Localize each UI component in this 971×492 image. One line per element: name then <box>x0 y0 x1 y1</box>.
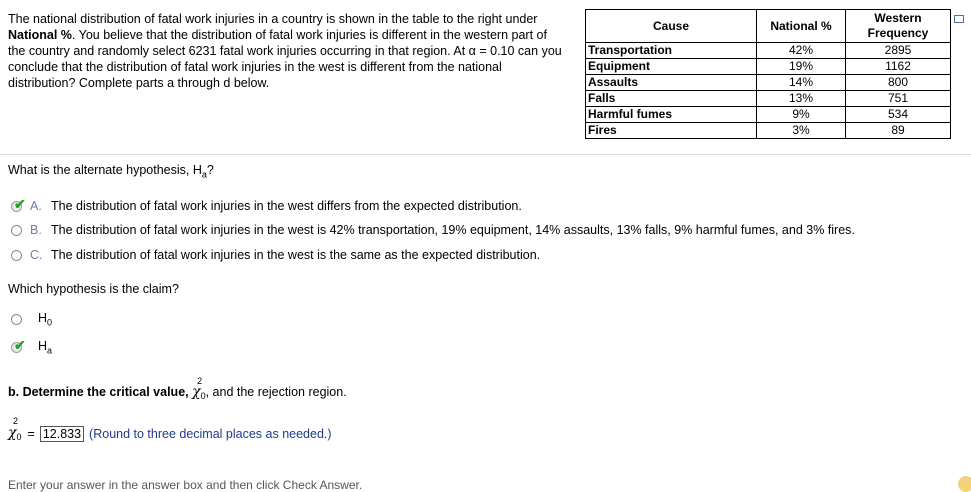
national-cell: 3% <box>757 123 846 139</box>
table-header-row <box>586 10 951 43</box>
national-cell: 42% <box>757 43 846 59</box>
ha-label <box>38 339 52 356</box>
cause-cell: Fires <box>586 123 757 139</box>
option-b-letter: B. <box>30 223 42 237</box>
table-row <box>586 43 951 59</box>
header-cause: Cause <box>586 10 757 43</box>
alternate-hypothesis-question <box>8 163 214 180</box>
option-a-letter: A. <box>30 199 42 213</box>
radio-c[interactable] <box>11 250 22 261</box>
national-cell: 13% <box>757 91 846 107</box>
table-row <box>586 123 951 139</box>
chi-sup: 2 <box>13 416 19 426</box>
national-cell: 14% <box>757 75 846 91</box>
option-b[interactable] <box>11 222 855 238</box>
header-national: National % <box>757 10 846 43</box>
part-b-suffix: , and the rejection region. <box>205 385 347 399</box>
table-row <box>586 91 951 107</box>
problem-line-2-rest: . You believe that the distribution of fatal work injuries is different in the western part of <box>71 28 547 42</box>
section-divider <box>0 154 971 155</box>
option-b-text: The distribution of fatal work injuries in the west is 42% transportation, 19% equipment, 14% assaults, 13% falls, 9% harmful fumes, and 3% fires. <box>51 223 855 237</box>
option-h0[interactable] <box>11 310 52 328</box>
cause-cell: Falls <box>586 91 757 107</box>
rounding-hint: (Round to three decimal places as needed.) <box>89 426 332 441</box>
chi-letter: χ <box>192 384 201 400</box>
header-western-line1: Western <box>874 11 922 25</box>
national-percent-label: National % <box>8 28 72 42</box>
critical-value-input[interactable]: 12.833 <box>40 426 84 442</box>
western-cell: 800 <box>846 75 951 91</box>
injury-distribution-table <box>585 9 951 139</box>
national-cell: 19% <box>757 59 846 75</box>
option-a[interactable] <box>11 195 522 214</box>
problem-line-2 <box>8 27 588 43</box>
popout-icon[interactable] <box>954 15 964 23</box>
western-cell: 89 <box>846 123 951 139</box>
table-row <box>586 75 951 91</box>
checkmark-icon: ✔ <box>14 195 26 212</box>
chi-sub: 0 <box>200 391 206 401</box>
cause-cell: Equipment <box>586 59 757 75</box>
header-western-line2: Frequency <box>867 26 929 40</box>
table-row <box>586 59 951 75</box>
problem-statement <box>8 11 588 91</box>
problem-line-4: conclude that the distribution of fatal work injuries in the west is different from the national <box>8 60 502 74</box>
problem-line-5: distribution? Complete parts a through d below. <box>8 76 270 90</box>
chi-square-symbol <box>192 376 206 401</box>
header-western <box>846 10 951 43</box>
ha-sub: a <box>47 345 53 356</box>
equals-sign: = <box>27 426 35 441</box>
chi-sub: 0 <box>16 432 22 442</box>
q1-sub: a <box>201 169 207 180</box>
chi-square-symbol <box>8 416 22 442</box>
help-icon[interactable] <box>958 476 971 492</box>
western-cell: 751 <box>846 91 951 107</box>
ha-letter: H <box>38 338 48 353</box>
cause-cell: Assaults <box>586 75 757 91</box>
chi-letter: χ <box>8 425 17 441</box>
cause-cell: Harmful fumes <box>586 107 757 123</box>
part-b-prefix: b. Determine the critical value, <box>8 385 189 399</box>
q1-text: What is the alternate hypothesis, H <box>8 163 202 177</box>
answer-row <box>8 416 332 442</box>
checkmark-icon: ✔ <box>14 336 26 353</box>
part-b-prompt <box>8 376 347 401</box>
national-cell: 9% <box>757 107 846 123</box>
table-row <box>586 107 951 123</box>
western-cell: 2895 <box>846 43 951 59</box>
option-c-text: The distribution of fatal work injuries in the west is the same as the expected distribution. <box>51 248 541 262</box>
radio-a[interactable] <box>11 195 26 212</box>
problem-line-1: The national distribution of fatal work injuries in a country is shown in the table to the right under <box>8 12 538 26</box>
western-cell: 1162 <box>846 59 951 75</box>
option-a-text: The distribution of fatal work injuries in the west differs from the expected distribution. <box>51 199 522 213</box>
option-c[interactable] <box>11 247 540 263</box>
claim-question: Which hypothesis is the claim? <box>8 282 179 296</box>
cause-cell: Transportation <box>586 43 757 59</box>
option-ha[interactable] <box>11 338 52 356</box>
western-cell: 534 <box>846 107 951 123</box>
h0-letter: H <box>38 310 48 325</box>
problem-line-3: the country and randomly select 6231 fatal work injuries occurring in that region. At α = 0.10 can you <box>8 44 562 58</box>
chi-sup: 2 <box>197 376 203 386</box>
q1-end: ? <box>206 163 214 177</box>
radio-h0[interactable] <box>11 314 22 325</box>
radio-b[interactable] <box>11 225 22 236</box>
radio-ha[interactable] <box>11 336 26 353</box>
h0-label <box>38 311 52 328</box>
h0-sub: 0 <box>47 317 53 328</box>
footer-instruction: Enter your answer in the answer box and then click Check Answer. <box>8 478 363 492</box>
option-c-letter: C. <box>30 248 43 262</box>
